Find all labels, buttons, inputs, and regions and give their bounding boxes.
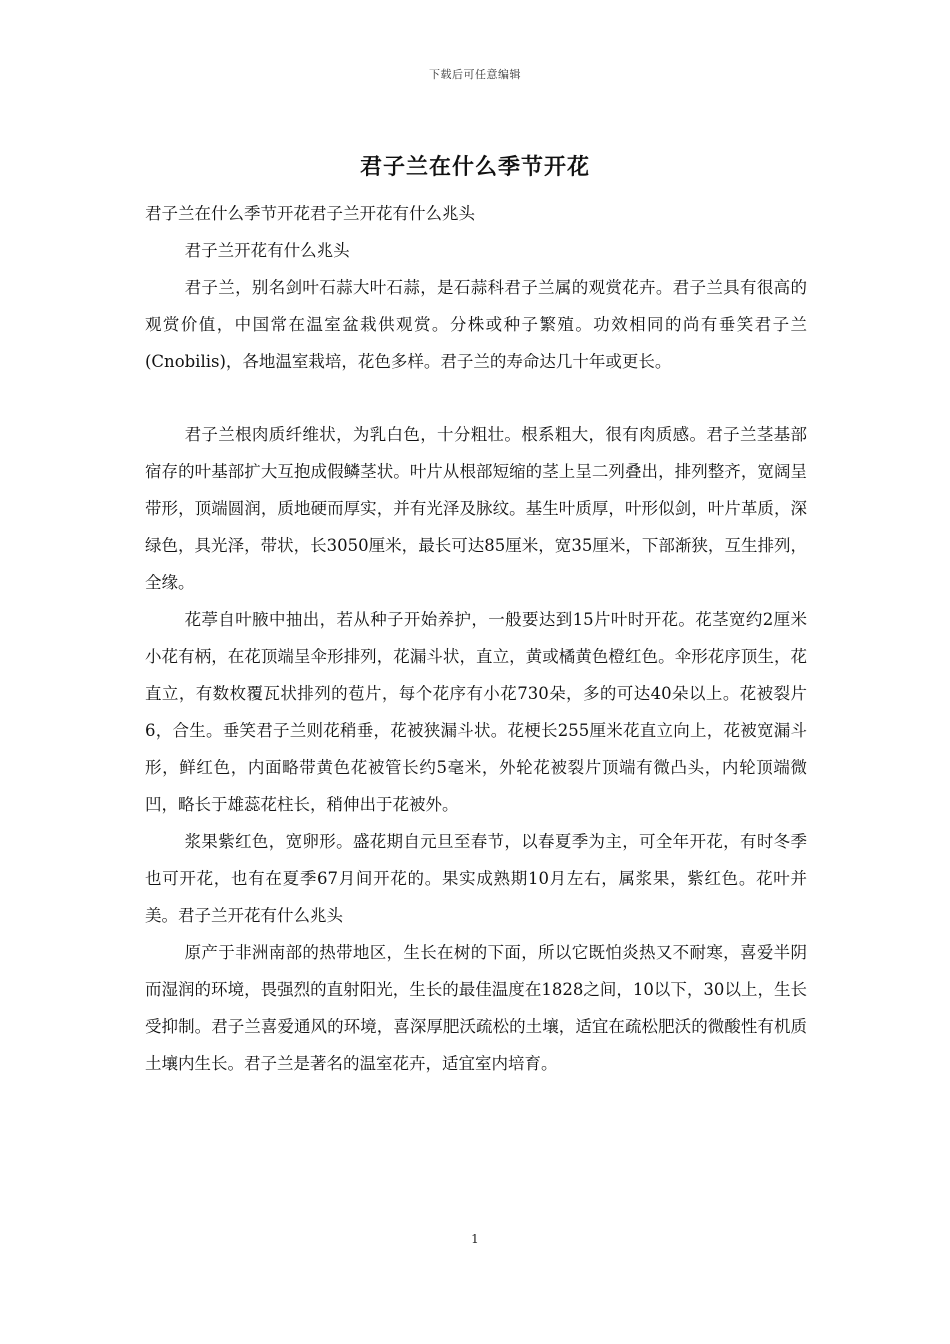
subtitle-paragraph: 君子兰在什么季节开花君子兰开花有什么兆头: [145, 204, 475, 223]
body-paragraph: 原产于非洲南部的热带地区，生长在树的下面，所以它既怕炎热又不耐寒，喜爱半阴而湿润的环境，畏强烈的直射阳光，生长的最佳温度在1828之间，10以下，30以上，生长受抑制。君子兰喜爱通风的环境，喜深厚肥沃疏松的土壤，适宜在疏松肥沃的微酸性有机质土壤内生长。君子兰是著名的温室花卉，适宜室内培育。: [145, 943, 807, 1073]
body-paragraph: 君子兰根肉质纤维状，为乳白色，十分粗壮。根系粗大，很有肉质感。君子兰茎基部宿存的叶基部扩大互抱成假鳞茎状。叶片从根部短缩的茎上呈二列叠出，排列整齐，宽阔呈带形，顶端圆润，质地硬而厚实，并有光泽及脉纹。基生叶质厚，叶形似剑，叶片革质，深绿色，具光泽，带状，长3050厘米，最长可达85厘米，宽35厘米，下部渐狭，互生排列，全缘。: [145, 425, 807, 592]
body-paragraph: 浆果紫红色，宽卵形。盛花期自元旦至春节，以春夏季为主，可全年开花，有时冬季也可开花，也有在夏季67月间开花的。果实成熟期10月左右，属浆果，紫红色。花叶并美。君子兰开花有什么兆头: [145, 832, 807, 925]
body-paragraph: 君子兰，别名剑叶石蒜大叶石蒜，是石蒜科君子兰属的观赏花卉。君子兰具有很高的观赏价值，中国常在温室盆栽供观赏。分株或种子繁殖。功效相同的尚有垂笑君子兰(Cnobilis)，各地温室栽培，花色多样。君子兰的寿命达几十年或更长。: [145, 278, 807, 371]
page-number: 1: [471, 1232, 479, 1246]
section-heading: 君子兰开花有什么兆头: [184, 241, 350, 260]
body-paragraph: 花葶自叶腋中抽出，若从种子开始养护，一般要达到15片叶时开花。花茎宽约2厘米小花有柄，在花顶端呈伞形排列，花漏斗状，直立，黄或橘黄色橙红色。伞形花序顶生，花直立，有数枚覆瓦状排列的苞片，每个花序有小花730朵，多的可达40朵以上。花被裂片6，合生。垂笑君子兰则花稍垂，花被狭漏斗状。花梗长255厘米花直立向上，花被宽漏斗形，鲜红色，内面略带黄色花被管长约5毫米，外轮花被裂片顶端有微凸头，内轮顶端微凹，略长于雄蕊花柱长，稍伸出于花被外。: [145, 610, 807, 814]
page-header: 下载后可任意编辑: [429, 68, 521, 81]
document-body: [145, 195, 807, 1082]
document-title: 君子兰在什么季节开花: [359, 154, 590, 180]
